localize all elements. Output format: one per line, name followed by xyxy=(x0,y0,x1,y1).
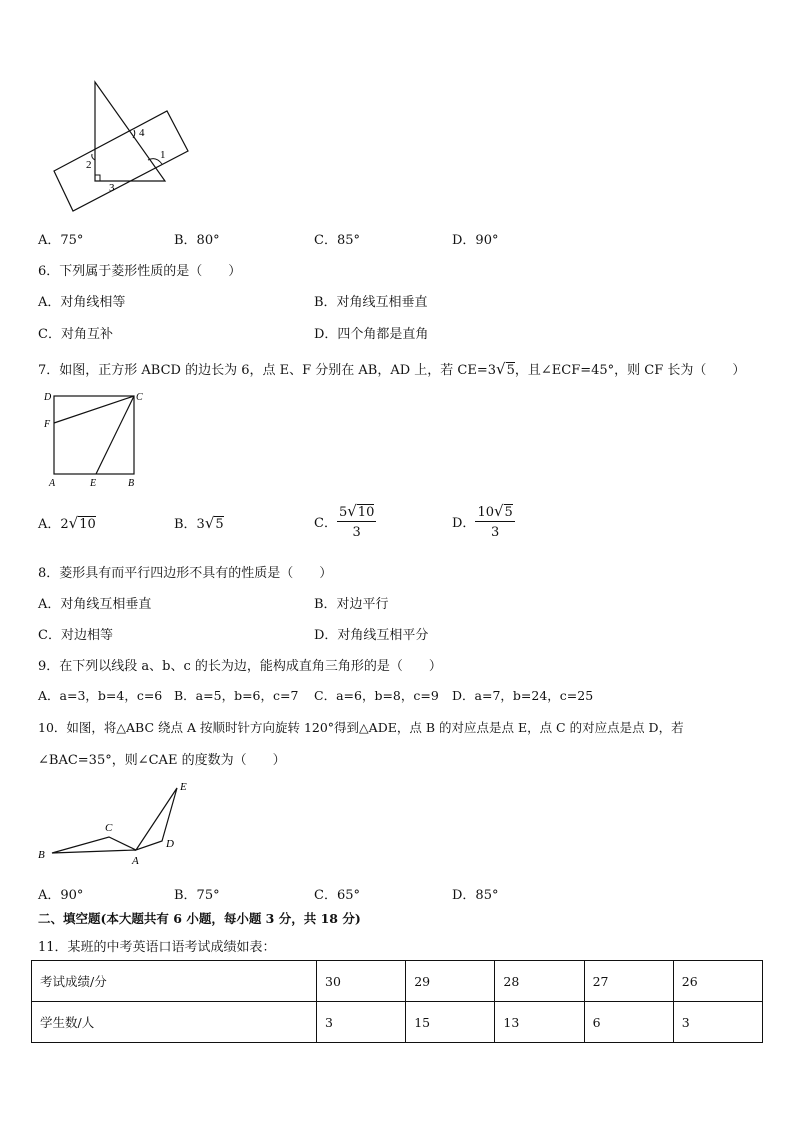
q8-option-b[interactable]: B．对边平行 xyxy=(314,597,389,612)
table-cell: 28 xyxy=(495,961,584,1002)
q7-label-b: B xyxy=(128,478,135,488)
q10-option-d[interactable]: D．85° xyxy=(452,888,499,903)
triangle-abc xyxy=(52,837,136,853)
q5-label-1: 1 xyxy=(160,149,166,161)
section-title: 二、填空题(本大题共有 6 小题，每小题 3 分，共 18 分) xyxy=(38,911,361,926)
sqrt-symbol: √ xyxy=(68,514,79,532)
q9-option-c[interactable]: C．a=6，b=8，c=9 xyxy=(314,688,439,703)
segment-cf xyxy=(54,396,134,423)
q8-option-c[interactable]: C．对边相等 xyxy=(38,628,113,643)
square-abcd xyxy=(54,396,134,474)
segment-ce xyxy=(96,396,134,474)
q5-option-d[interactable]: D．90° xyxy=(452,233,499,248)
table-row-header: 学生数/人 xyxy=(32,1002,317,1043)
q9-option-b[interactable]: B．a=5，b=6，c=7 xyxy=(174,688,299,703)
q10-label-e: E xyxy=(180,781,187,793)
table-cell: 3 xyxy=(317,1002,406,1043)
q10-label-c: C xyxy=(105,822,113,834)
q6-option-c[interactable]: C．对角互补 xyxy=(38,327,113,342)
q10-stem-line2: ∠BAC=35°，则∠CAE 的度数为（ ） xyxy=(38,753,286,768)
angle-arc-4 xyxy=(133,130,135,138)
q5-option-b[interactable]: B．80° xyxy=(174,233,220,248)
q7-label-a: A xyxy=(49,478,56,488)
q7-option-a[interactable]: A．2√10 xyxy=(38,514,96,532)
q7-label-e: E xyxy=(90,478,97,488)
q8-stem: 8．菱形具有而平行四边形不具有的性质是（ ） xyxy=(38,566,333,581)
table-row xyxy=(32,1002,763,1043)
q7-label-c: C xyxy=(136,392,143,403)
q9-stem: 9．在下列以线段 a、b、c 的长为边，能构成直角三角形的是（ ） xyxy=(38,659,442,674)
scores-table xyxy=(31,960,763,1043)
sqrt-symbol: √ xyxy=(204,514,215,532)
right-angle-mark xyxy=(95,175,100,181)
parallelogram-strip xyxy=(54,111,188,211)
table-cell: 6 xyxy=(584,1002,673,1043)
q10-stem-line1: 10．如图，将△ABC 绕点 A 按顺时针方向旋转 120°得到△ADE，点 B 的对应点是点 E，点 C 的对应点是点 D，若 xyxy=(38,720,684,735)
q7-figure xyxy=(40,388,150,488)
q7-stem xyxy=(38,359,745,378)
q10-figure xyxy=(30,778,210,868)
q10-option-b[interactable]: B．75° xyxy=(174,888,220,903)
sqrt-symbol: √ xyxy=(496,360,506,378)
q10-option-a[interactable]: A．90° xyxy=(38,888,84,903)
q7-label-f: F xyxy=(44,419,51,430)
sqrt-symbol: √ xyxy=(493,502,504,520)
q7-stem-radicand: 5 xyxy=(506,363,515,378)
q10-option-c[interactable]: C．65° xyxy=(314,888,360,903)
table-cell: 15 xyxy=(406,1002,495,1043)
q5-label-4: 4 xyxy=(139,127,145,139)
q8-option-a[interactable]: A．对角线互相垂直 xyxy=(38,597,152,612)
q7-option-b[interactable]: B．3√5 xyxy=(174,514,224,532)
table-row xyxy=(32,961,763,1002)
q9-option-a[interactable]: A．a=3，b=4，c=6 xyxy=(38,688,163,703)
triangle xyxy=(95,82,165,181)
q6-stem: 6．下列属于菱形性质的是（ ） xyxy=(38,264,242,279)
q11-stem: 11．某班的中考英语口语考试成绩如表： xyxy=(38,940,276,955)
table-cell: 30 xyxy=(317,961,406,1002)
fraction: $\frac{5√10}{3}$ xyxy=(338,502,375,540)
table-row-header: 考试成绩/分 xyxy=(32,961,317,1002)
table-cell: 13 xyxy=(495,1002,584,1043)
q8-option-d[interactable]: D．对角线互相平分 xyxy=(314,628,429,643)
q10-label-d: D xyxy=(166,838,174,850)
q10-label-a: A xyxy=(132,855,139,867)
table-cell: 3 xyxy=(673,1002,762,1043)
q7-stem-part1: 7．如图，正方形 ABCD 的边长为 6，点 E、F 分别在 AB，AD 上，若 CE=3 xyxy=(38,363,497,378)
q10-label-b: B xyxy=(38,849,45,861)
q5-label-2: 2 xyxy=(86,159,92,171)
table-cell: 26 xyxy=(673,961,762,1002)
q7-option-c[interactable]: C． $\frac{5√10}{3}$ xyxy=(314,502,375,540)
q5-option-a[interactable]: A．75° xyxy=(38,233,84,248)
table-cell: 27 xyxy=(584,961,673,1002)
q7-label-d: D xyxy=(44,392,52,403)
q5-option-c[interactable]: C．85° xyxy=(314,233,360,248)
fraction: $\frac{10√5}{3}$ xyxy=(477,502,513,540)
q6-option-a[interactable]: A．对角线相等 xyxy=(38,295,126,310)
q7-stem-part2: ，且∠ECF=45°，则 CF 长为（ ） xyxy=(514,363,746,378)
q5-figure xyxy=(50,78,200,213)
table-cell: 29 xyxy=(406,961,495,1002)
q5-label-3: 3 xyxy=(109,182,115,194)
q6-option-d[interactable]: D．四个角都是直角 xyxy=(314,327,429,342)
q7-option-d[interactable]: D． $\frac{10√5}{3}$ xyxy=(452,502,513,540)
sqrt-symbol: √ xyxy=(347,502,357,520)
q6-option-b[interactable]: B．对角线互相垂直 xyxy=(314,295,428,310)
q9-option-d[interactable]: D．a=7，b=24，c=25 xyxy=(452,688,594,703)
